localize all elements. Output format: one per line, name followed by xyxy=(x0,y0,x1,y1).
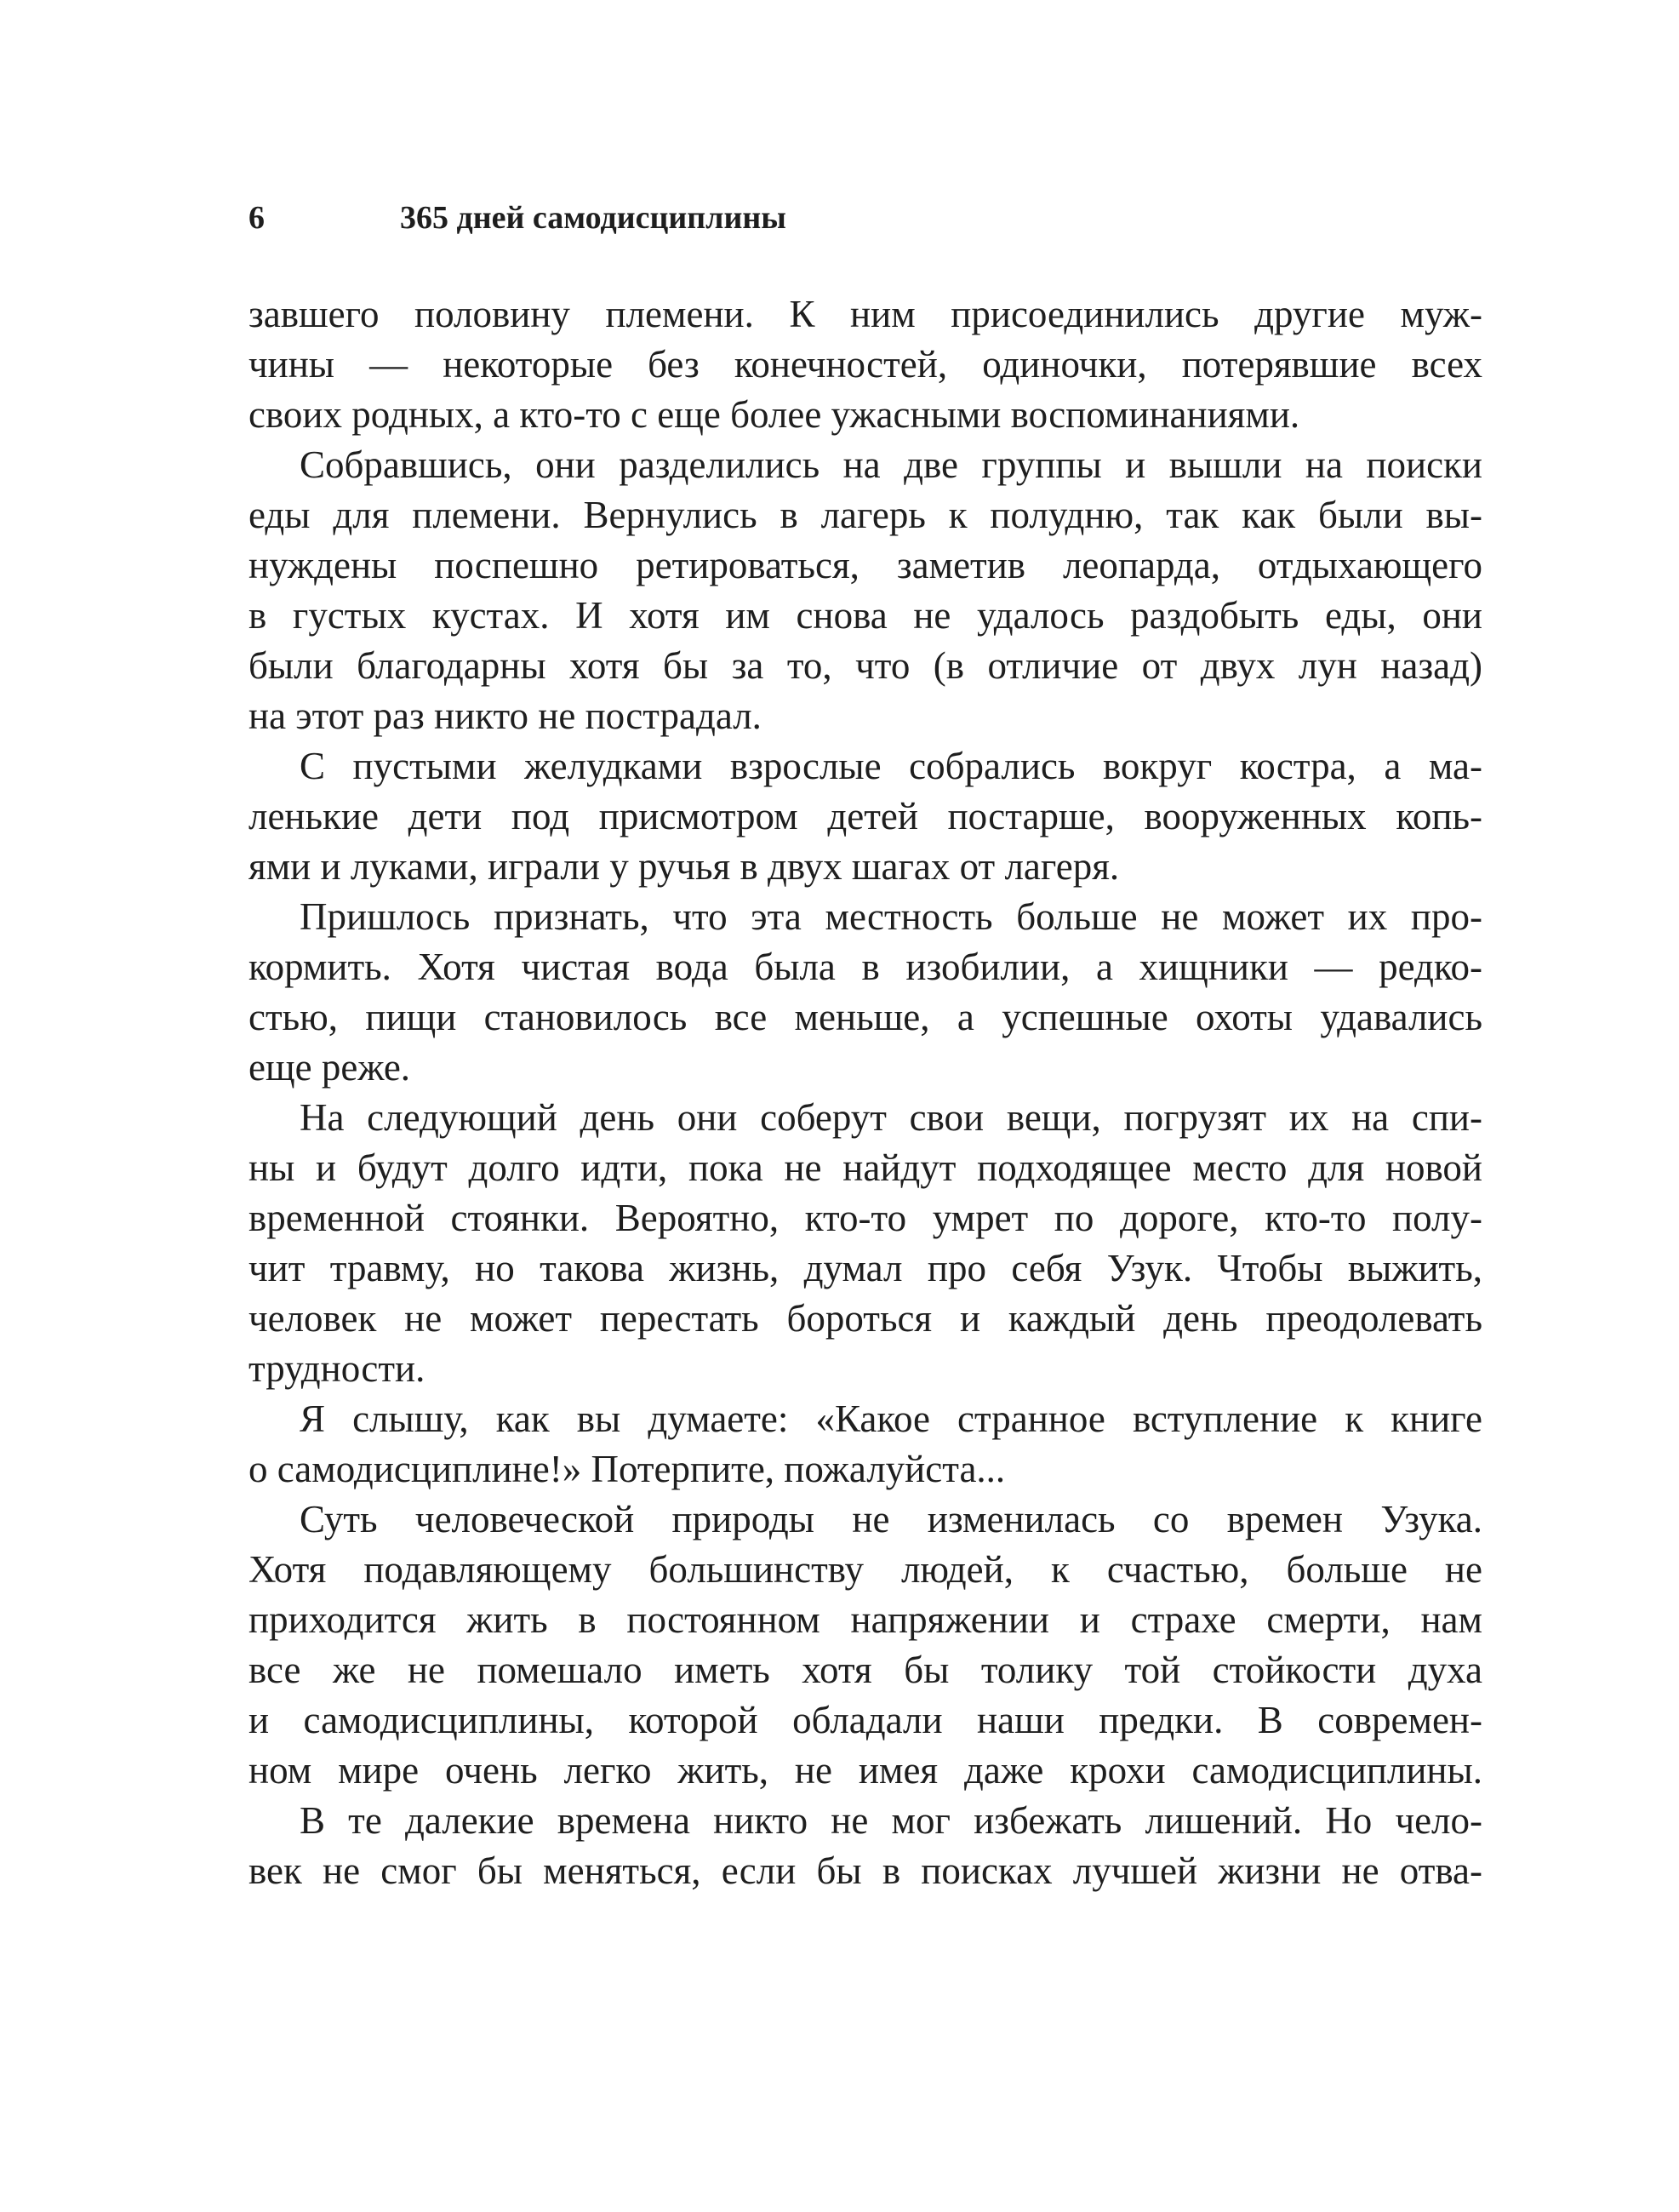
text-line: и самодисциплины, которой обладали наши предки. В современ- xyxy=(248,1699,1482,1741)
text-line: С пустыми желудками взрослые собрались вокруг костра, а ма- xyxy=(300,745,1482,787)
paragraph xyxy=(248,1495,1482,1796)
paragraph xyxy=(248,741,1482,892)
text-line: Суть человеческой природы не изменилась со времен Узука. xyxy=(300,1498,1482,1540)
paragraph xyxy=(248,289,1482,440)
text-line: кормить. Хотя чистая вода была в изобилии, а хищники — редко- xyxy=(248,946,1482,988)
text-line: нуждены поспешно ретироваться, заметив леопарда, отдыхающего xyxy=(248,544,1482,586)
text-line: ны и будут долго идти, пока не найдут подходящее место для новой xyxy=(248,1146,1482,1189)
text-line: о самодисциплине!» Потерпите, пожалуйста... xyxy=(248,1448,1006,1490)
text-line: чины — некоторые без конечностей, одиночки, потерявшие всех xyxy=(248,343,1482,386)
text-line: чит травму, но такова жизнь, думал про себя Узук. Чтобы выжить, xyxy=(248,1247,1482,1289)
text-line: Я слышу, как вы думаете: «Какое странное вступление к книге xyxy=(300,1398,1482,1440)
paragraph xyxy=(248,1093,1482,1394)
body-text xyxy=(248,289,1482,1896)
text-line: человек не может перестать бороться и каждый день преодолевать xyxy=(248,1297,1482,1340)
running-title: 365 дней самодисциплины xyxy=(400,200,786,236)
text-line: ленькие дети под присмотром детей постарше, вооруженных копь- xyxy=(248,795,1482,837)
text-line: приходится жить в постоянном напряжении и страхе смерти, нам xyxy=(248,1598,1482,1641)
text-line: ном мире очень легко жить, не имея даже крохи самодисциплины. xyxy=(248,1749,1482,1792)
text-line: в густых кустах. И хотя им снова не удалось раздобыть еды, они xyxy=(248,594,1482,637)
running-head xyxy=(248,192,1482,243)
text-line: еды для племени. Вернулись в лагерь к полудню, так как были вы- xyxy=(248,494,1482,536)
paragraph xyxy=(248,1394,1482,1495)
text-line: на этот раз никто не пострадал. xyxy=(248,694,762,737)
text-line: Собравшись, они разделились на две группы и вышли на поиски xyxy=(300,443,1482,486)
text-line: В те далекие времена никто не мог избежать лишений. Но чело- xyxy=(300,1799,1482,1842)
text-line: Пришлось признать, что эта местность больше не может их про- xyxy=(300,895,1482,938)
text-line: трудности. xyxy=(248,1347,425,1390)
page-number: 6 xyxy=(248,200,265,236)
text-line: завшего половину племени. К ним присоединились другие муж- xyxy=(248,293,1482,335)
text-line: век не смог бы меняться, если бы в поисках лучшей жизни не отва- xyxy=(248,1849,1482,1892)
paragraph xyxy=(248,1796,1482,1896)
text-line: своих родных, а кто-то с еще более ужасными воспоминаниями. xyxy=(248,393,1300,436)
text-line: все же не помешало иметь хотя бы толику той стойкости духа xyxy=(248,1649,1482,1691)
text-line: Хотя подавляющему большинству людей, к счастью, больше не xyxy=(248,1548,1482,1591)
text-line: На следующий день они соберут свои вещи, погрузят их на спи- xyxy=(300,1096,1482,1139)
text-line: ями и луками, играли у ручья в двух шагах от лагеря. xyxy=(248,845,1120,888)
paragraph xyxy=(248,440,1482,741)
text-line: были благодарны хотя бы за то, что (в отличие от двух лун назад) xyxy=(248,644,1482,687)
text-line: стью, пищи становилось все меньше, а успешные охоты удавались xyxy=(248,996,1482,1038)
text-line: временной стоянки. Вероятно, кто-то умрет по дороге, кто-то полу- xyxy=(248,1197,1482,1239)
text-line: еще реже. xyxy=(248,1046,411,1089)
paragraph xyxy=(248,892,1482,1093)
